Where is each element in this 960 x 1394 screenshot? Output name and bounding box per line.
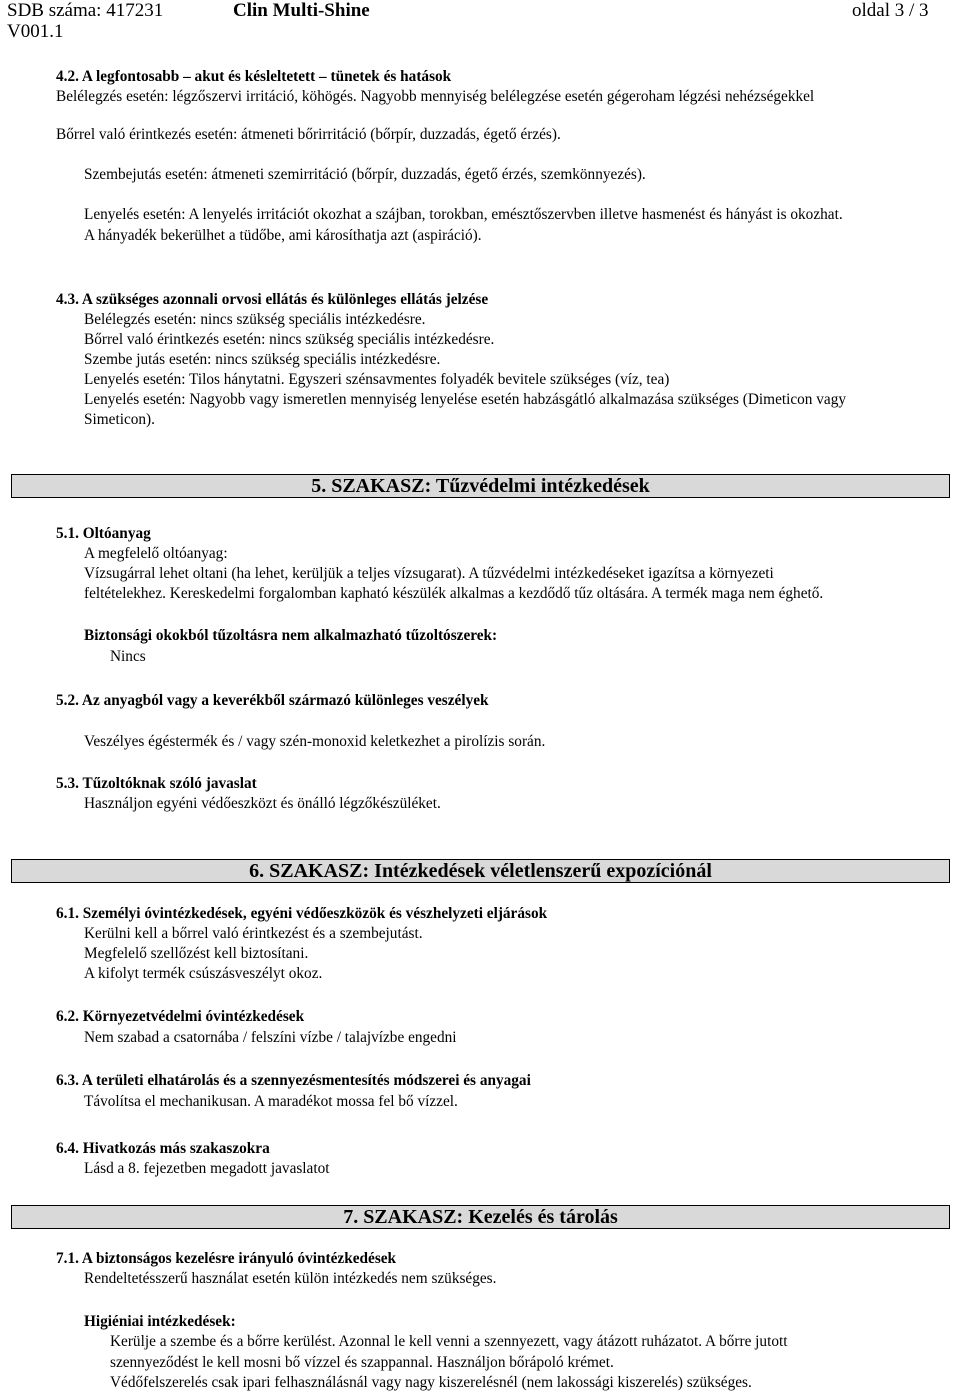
page-number: oldal 3 / 3 (852, 0, 929, 21)
hygiene-line-3: Védőfelszerelés csak ipari felhasználásnál vagy nagy kiszerelésnél (nem lakossági kiszerelés) szükséges. (110, 1374, 752, 1391)
s42-skin: Bőrrel való érintkezés esetén: átmeneti bőrirritáció (bőrpír, duzzadás, égető érzés). (56, 126, 561, 143)
section-6-3-heading: 6.3. A területi elhatárolás és a szennyezésmentesítés módszerei és anyagai (56, 1072, 531, 1089)
hygiene-line-1: Kerülje a szembe és a bőrre kerülést. Azonnal le kell venni a szennyezett, vagy átázott ruházatot. A bőrre jutott (110, 1333, 788, 1350)
s64-line-1: Lásd a 8. fejezetben megadott javaslatot (84, 1160, 330, 1177)
section-6-title: 6. SZAKASZ: Intézkedések véletlenszerű expozíciónál (249, 860, 712, 882)
s43-ingestion-large: Lenyelés esetén: Nagyobb vagy ismeretlen mennyiség lenyelése esetén habzásgátló alkalmazása szükséges (Dimeticon vagy (84, 391, 847, 408)
s52-line-1: Veszélyes égéstermék és / vagy szén-monoxid keletkezhet a pirolízis során. (84, 733, 546, 750)
s63-line-1: Távolítsa el mechanikusan. A maradékot mossa fel bő vízzel. (84, 1093, 458, 1110)
section-4-3-heading: 4.3. A szükséges azonnali orvosi ellátás és különleges ellátás jelzése (56, 291, 489, 308)
section-5-3-heading: 5.3. Tűzoltóknak szóló javaslat (56, 775, 257, 792)
s51-line-2: feltételekhez. Kereskedelmi forgalomban kapható készülék alkalmas a kezdődő tűz oltására. A termék maga nem éghető. (84, 585, 824, 602)
s42-eye: Szembejutás esetén: átmeneti szemirritáció (bőrpír, duzzadás, égető érzés, szemkönnyezés). (84, 166, 646, 183)
section-7-title: 7. SZAKASZ: Kezelés és tárolás (343, 1206, 618, 1228)
s51-line-1: Vízsugárral lehet oltani (ha lehet, kerüljük a teljes vízsugarat). A tűzvédelmi intézkedéseket igazítsa a környezeti (84, 565, 774, 582)
section-6-1-heading: 6.1. Személyi óvintézkedések, egyéni védőeszközök és vészhelyzeti eljárások (56, 905, 548, 922)
s43-skin: Bőrrel való érintkezés esetén: nincs szükség speciális intézkedésre. (84, 331, 495, 348)
section-5-bar (11, 474, 950, 498)
s51-unsuitable-value: Nincs (110, 648, 146, 665)
section-5-1-heading: 5.1. Oltóanyag (56, 525, 151, 542)
s42-aspiration: A hányadék bekerülhet a tüdőbe, ami károsíthatja azt (aspiráció). (84, 227, 482, 244)
s71-line-1: Rendeltetésszerű használat esetén külön intézkedés nem szükséges. (84, 1270, 497, 1287)
section-6-bar (11, 859, 950, 883)
section-6-4-heading: 6.4. Hivatkozás más szakaszokra (56, 1140, 270, 1157)
s43-eye: Szembe jutás esetén: nincs szükség speciális intézkedésre. (84, 351, 441, 368)
section-5-title: 5. SZAKASZ: Tűzvédelmi intézkedések (311, 475, 650, 497)
product-name: Clin Multi-Shine (233, 0, 370, 21)
sdb-number: SDB száma: 417231 (7, 0, 164, 21)
hygiene-heading: Higiéniai intézkedések: (84, 1313, 236, 1330)
s43-inhalation: Belélegzés esetén: nincs szükség speciális intézkedésre. (84, 311, 426, 328)
s42-ingestion: Lenyelés esetén: A lenyelés irritációt okozhat a szájban, torokban, emésztőszervben illetve hasmenést és hányást is okozhat. (84, 206, 843, 223)
s43-ingestion: Lenyelés esetén: Tilos hánytatni. Egyszeri szénsavmentes folyadék bevitele szükséges (víz, tea) (84, 371, 670, 388)
s51-unsuitable-heading: Biztonsági okokból tűzoltásra nem alkalmazható tűzoltószerek: (84, 627, 498, 644)
s53-line-1: Használjon egyéni védőeszközt és önálló légzőkészüléket. (84, 795, 441, 812)
s51-suitable-label: A megfelelő oltóanyag: (84, 545, 228, 562)
s43-simeticon: Simeticon). (84, 411, 155, 428)
section-7-1-heading: 7.1. A biztonságos kezelésre irányuló óvintézkedések (56, 1250, 397, 1267)
section-5-2-heading: 5.2. Az anyagból vagy a keverékből származó különleges veszélyek (56, 692, 489, 709)
section-6-2-heading: 6.2. Környezetvédelmi óvintézkedések (56, 1008, 305, 1025)
section-7-bar (11, 1205, 950, 1229)
s61-line-3: A kifolyt termék csúszásveszélyt okoz. (84, 965, 323, 982)
section-4-2-heading: 4.2. A legfontosabb – akut és késleltetett – tünetek és hatások (56, 68, 452, 85)
s61-line-1: Kerülni kell a bőrrel való érintkezést és a szembejutást. (84, 925, 423, 942)
version: V001.1 (7, 21, 64, 42)
s42-inhalation: Belélegzés esetén: légzőszervi irritáció, köhögés. Nagyobb mennyiség belélegzése esetén gégeroham légzési nehézségekkel (56, 88, 815, 105)
s62-line-1: Nem szabad a csatornába / felszíni vízbe / talajvízbe engedni (84, 1029, 457, 1046)
hygiene-line-2: szennyeződést le kell mosni bő vízzel és szappannal. Használjon bőrápoló krémet. (110, 1354, 614, 1371)
s61-line-2: Megfelelő szellőzést kell biztosítani. (84, 945, 309, 962)
